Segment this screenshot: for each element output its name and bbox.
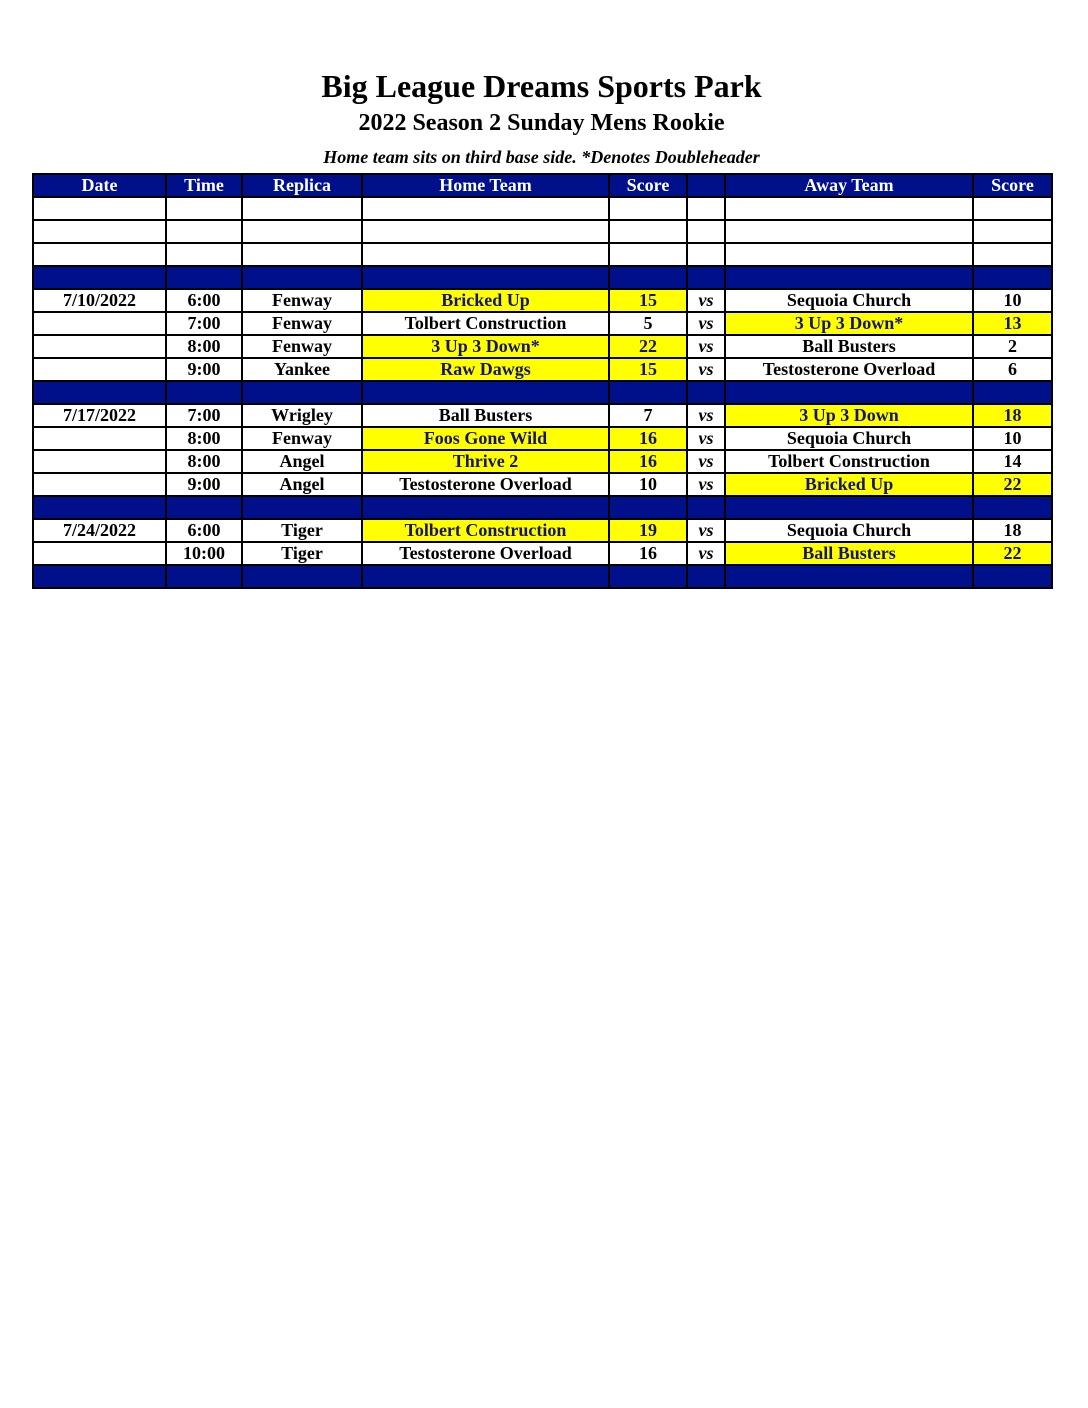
cell-away-score: 6: [973, 358, 1052, 381]
cell-vs: vs: [687, 312, 725, 335]
cell-time: 8:00: [166, 427, 242, 450]
cell-away-team: Tolbert Construction: [725, 450, 973, 473]
cell-date: [33, 312, 166, 335]
cell-away-team: Ball Busters: [725, 335, 973, 358]
cell-away-score: 18: [973, 519, 1052, 542]
schedule-table: [32, 173, 1053, 589]
page-title: Big League Dreams Sports Park: [321, 68, 762, 104]
empty-cell: [609, 496, 687, 519]
empty-cell: [362, 243, 609, 266]
empty-cell: [687, 243, 725, 266]
cell-date: [33, 473, 166, 496]
cell-away-score: 13: [973, 312, 1052, 335]
col-header-away-score: Score: [973, 174, 1052, 197]
empty-cell: [725, 243, 973, 266]
cell-home-score: 16: [609, 450, 687, 473]
empty-cell: [33, 266, 166, 289]
cell-replica: Tiger: [242, 542, 362, 565]
cell-time: 7:00: [166, 312, 242, 335]
cell-vs: vs: [687, 473, 725, 496]
cell-time: 6:00: [166, 289, 242, 312]
col-header-time: Time: [166, 174, 242, 197]
cell-date: [33, 542, 166, 565]
cell-home-team: Testosterone Overload: [362, 542, 609, 565]
empty-cell: [33, 496, 166, 519]
cell-home-team: Thrive 2: [362, 450, 609, 473]
col-header-away-team: Away Team: [725, 174, 973, 197]
table-row: [33, 404, 1052, 427]
empty-cell: [242, 565, 362, 588]
cell-replica: Tiger: [242, 519, 362, 542]
cell-home-team: Tolbert Construction: [362, 312, 609, 335]
empty-cell: [362, 197, 609, 220]
empty-cell: [242, 496, 362, 519]
empty-cell: [609, 266, 687, 289]
empty-cell: [362, 496, 609, 519]
schedule-body: [33, 197, 1052, 588]
empty-cell: [973, 266, 1052, 289]
cell-away-team: 3 Up 3 Down*: [725, 312, 973, 335]
cell-away-team: Testosterone Overload: [725, 358, 973, 381]
empty-cell: [242, 381, 362, 404]
cell-date: [33, 335, 166, 358]
empty-cell: [242, 197, 362, 220]
empty-cell: [166, 243, 242, 266]
table-header-row: [33, 174, 1052, 197]
empty-cell: [362, 381, 609, 404]
cell-away-score: 10: [973, 427, 1052, 450]
cell-away-team: Sequoia Church: [725, 427, 973, 450]
empty-cell: [687, 381, 725, 404]
col-header-home-score: Score: [609, 174, 687, 197]
empty-cell: [609, 243, 687, 266]
cell-replica: Fenway: [242, 312, 362, 335]
table-row: [33, 312, 1052, 335]
cell-time: 7:00: [166, 404, 242, 427]
table-row: [33, 519, 1052, 542]
empty-cell: [725, 266, 973, 289]
empty-cell: [973, 381, 1052, 404]
cell-replica: Wrigley: [242, 404, 362, 427]
cell-date: [33, 358, 166, 381]
table-row: [33, 335, 1052, 358]
empty-cell: [166, 496, 242, 519]
empty-cell: [687, 197, 725, 220]
cell-replica: Fenway: [242, 289, 362, 312]
col-header-home-team: Home Team: [362, 174, 609, 197]
empty-cell: [362, 266, 609, 289]
cell-away-score: 2: [973, 335, 1052, 358]
empty-cell: [166, 381, 242, 404]
empty-cell: [609, 197, 687, 220]
cell-away-score: 22: [973, 542, 1052, 565]
cell-date: 7/10/2022: [33, 289, 166, 312]
empty-cell: [33, 381, 166, 404]
cell-home-score: 15: [609, 358, 687, 381]
cell-date: [33, 450, 166, 473]
empty-cell: [725, 381, 973, 404]
cell-away-team: Bricked Up: [725, 473, 973, 496]
empty-cell: [687, 565, 725, 588]
cell-time: 9:00: [166, 358, 242, 381]
table-row: [33, 358, 1052, 381]
empty-cell: [609, 220, 687, 243]
empty-cell: [33, 220, 166, 243]
cell-home-score: 22: [609, 335, 687, 358]
page-subtitle: 2022 Season 2 Sunday Mens Rookie: [358, 110, 725, 136]
col-header-vs: [687, 174, 725, 197]
empty-cell: [242, 243, 362, 266]
cell-vs: vs: [687, 427, 725, 450]
cell-home-score: 15: [609, 289, 687, 312]
cell-time: 10:00: [166, 542, 242, 565]
empty-cell: [33, 197, 166, 220]
empty-cell: [973, 565, 1052, 588]
cell-home-team: Bricked Up: [362, 289, 609, 312]
cell-date: 7/17/2022: [33, 404, 166, 427]
cell-home-score: 10: [609, 473, 687, 496]
cell-date: [33, 427, 166, 450]
empty-cell: [242, 266, 362, 289]
cell-home-team: Raw Dawgs: [362, 358, 609, 381]
empty-cell: [973, 496, 1052, 519]
blank-row: [33, 220, 1052, 243]
empty-cell: [725, 565, 973, 588]
cell-away-team: Sequoia Church: [725, 519, 973, 542]
cell-vs: vs: [687, 450, 725, 473]
cell-home-team: 3 Up 3 Down*: [362, 335, 609, 358]
empty-cell: [725, 197, 973, 220]
empty-cell: [166, 565, 242, 588]
empty-cell: [242, 220, 362, 243]
cell-home-team: Tolbert Construction: [362, 519, 609, 542]
separator-row: [33, 381, 1052, 404]
cell-home-score: 7: [609, 404, 687, 427]
empty-cell: [362, 565, 609, 588]
cell-home-score: 16: [609, 427, 687, 450]
table-row: [33, 542, 1052, 565]
cell-time: 6:00: [166, 519, 242, 542]
empty-cell: [973, 220, 1052, 243]
cell-away-score: 18: [973, 404, 1052, 427]
empty-cell: [166, 197, 242, 220]
cell-home-score: 19: [609, 519, 687, 542]
cell-away-score: 14: [973, 450, 1052, 473]
empty-cell: [33, 565, 166, 588]
cell-home-score: 16: [609, 542, 687, 565]
cell-home-team: Testosterone Overload: [362, 473, 609, 496]
cell-replica: Fenway: [242, 427, 362, 450]
empty-cell: [362, 220, 609, 243]
empty-cell: [687, 266, 725, 289]
cell-away-score: 22: [973, 473, 1052, 496]
cell-time: 8:00: [166, 335, 242, 358]
cell-home-team: Ball Busters: [362, 404, 609, 427]
cell-away-team: Sequoia Church: [725, 289, 973, 312]
cell-replica: Angel: [242, 473, 362, 496]
cell-vs: vs: [687, 542, 725, 565]
empty-cell: [973, 243, 1052, 266]
empty-cell: [687, 220, 725, 243]
cell-away-team: 3 Up 3 Down: [725, 404, 973, 427]
table-row: [33, 473, 1052, 496]
empty-cell: [166, 220, 242, 243]
cell-date: 7/24/2022: [33, 519, 166, 542]
cell-away-score: 10: [973, 289, 1052, 312]
separator-row: [33, 496, 1052, 519]
empty-cell: [609, 381, 687, 404]
empty-cell: [687, 496, 725, 519]
cell-replica: Angel: [242, 450, 362, 473]
cell-vs: vs: [687, 358, 725, 381]
cell-vs: vs: [687, 335, 725, 358]
cell-away-team: Ball Busters: [725, 542, 973, 565]
table-row: [33, 427, 1052, 450]
cell-home-score: 5: [609, 312, 687, 335]
col-header-date: Date: [33, 174, 166, 197]
cell-vs: vs: [687, 404, 725, 427]
cell-home-team: Foos Gone Wild: [362, 427, 609, 450]
empty-cell: [609, 565, 687, 588]
empty-cell: [725, 220, 973, 243]
table-row: [33, 450, 1052, 473]
cell-vs: vs: [687, 519, 725, 542]
separator-row: [33, 565, 1052, 588]
table-row: [33, 289, 1052, 312]
blank-row: [33, 243, 1052, 266]
blank-row: [33, 197, 1052, 220]
cell-replica: Yankee: [242, 358, 362, 381]
col-header-replica: Replica: [242, 174, 362, 197]
schedule-note: Home team sits on third base side. *Denotes Doubleheader: [323, 147, 760, 167]
cell-time: 8:00: [166, 450, 242, 473]
empty-cell: [725, 496, 973, 519]
cell-vs: vs: [687, 289, 725, 312]
empty-cell: [973, 197, 1052, 220]
cell-time: 9:00: [166, 473, 242, 496]
empty-cell: [166, 266, 242, 289]
cell-replica: Fenway: [242, 335, 362, 358]
empty-cell: [33, 243, 166, 266]
separator-row: [33, 266, 1052, 289]
